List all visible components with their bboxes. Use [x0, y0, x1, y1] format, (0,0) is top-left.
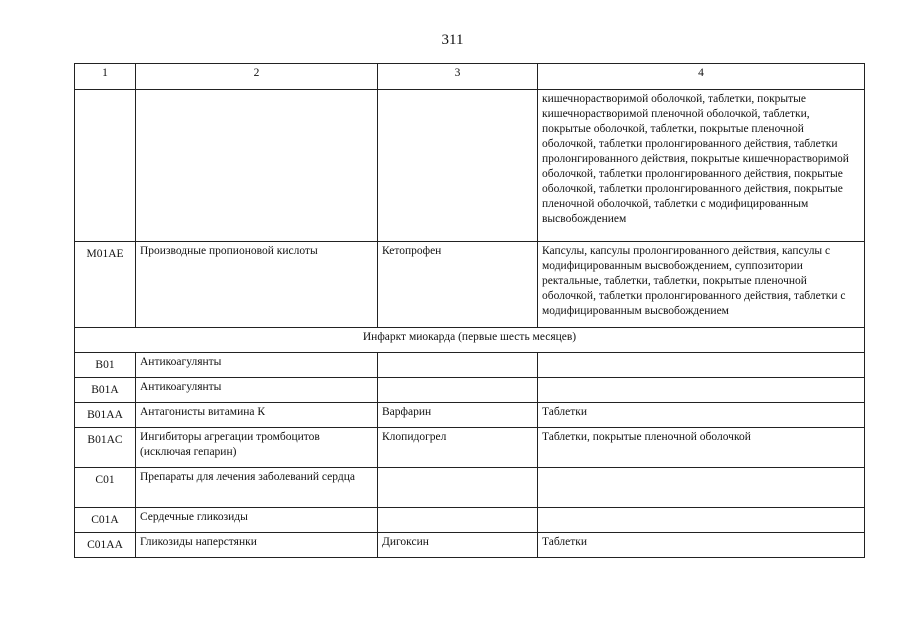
group-cell: Антикоагулянты [136, 378, 378, 403]
drug-cell [378, 508, 538, 533]
table-row [75, 353, 865, 378]
header-cell: 2 [136, 64, 378, 90]
forms-cell: Таблетки, покрытые пленочной оболочкой [538, 428, 865, 468]
group-cell: Сердечные гликозиды [136, 508, 378, 533]
table-row [75, 403, 865, 428]
group-cell: Ингибиторы агрегации тромбоцитов (исключая гепарин) [136, 428, 378, 468]
drug-cell: Кетопрофен [378, 242, 538, 328]
drug-cell: Варфарин [378, 403, 538, 428]
group-cell: Производные пропионовой кислоты [136, 242, 378, 328]
forms-cell [538, 508, 865, 533]
forms-cell: Таблетки [538, 533, 865, 558]
drug-cell: Клопидогрел [378, 428, 538, 468]
table-row [75, 508, 865, 533]
drug-cell [378, 378, 538, 403]
atc-code-cell: B01A [75, 378, 136, 403]
atc-code-cell: C01 [75, 468, 136, 508]
forms-cell: Капсулы, капсулы пролонгированного действия, капсулы с модифицированным высвобождением, суппозитории ректальные, таблетки, таблетки, покрытые пленочной оболочкой, таблетки пролонгированного действия, таблетки с модифицированным высвобождением [538, 242, 865, 328]
table-row [75, 378, 865, 403]
drug-table [74, 63, 865, 558]
atc-code-cell: B01AC [75, 428, 136, 468]
forms-cell: кишечнорастворимой оболочкой, таблетки, покрытые кишечнорастворимой пленочной оболочкой, таблетки, покрытые оболочкой, таблетки, покрытые пленочной оболочкой, таблетки пролонгированного действия, таблетки пролонгированного действия, покрытые кишечнорастворимой оболочкой, таблетки пролонгированного действия, покрытые оболочкой, таблетки пролонгированного действия, покрытые пленочной оболочкой, таблетки с модифицированным высвобождением [538, 90, 865, 242]
table-header-row [75, 64, 865, 90]
section-row [75, 328, 865, 353]
drug-cell: Дигоксин [378, 533, 538, 558]
forms-cell [538, 468, 865, 508]
header-cell: 4 [538, 64, 865, 90]
group-cell: Гликозиды наперстянки [136, 533, 378, 558]
header-cell: 3 [378, 64, 538, 90]
page-number: 311 [441, 32, 464, 48]
forms-cell: Таблетки [538, 403, 865, 428]
group-cell [136, 90, 378, 242]
forms-cell [538, 378, 865, 403]
section-title: Инфаркт миокарда (первые шесть месяцев) [75, 328, 865, 353]
drug-cell [378, 468, 538, 508]
drug-cell [378, 353, 538, 378]
table-row [75, 468, 865, 508]
atc-code-cell [75, 90, 136, 242]
atc-code-cell: M01AE [75, 242, 136, 328]
group-cell: Препараты для лечения заболеваний сердца [136, 468, 378, 508]
table-row [75, 242, 865, 328]
table-row [75, 533, 865, 558]
group-cell: Антикоагулянты [136, 353, 378, 378]
atc-code-cell: C01A [75, 508, 136, 533]
forms-cell [538, 353, 865, 378]
atc-code-cell: C01AA [75, 533, 136, 558]
drug-cell [378, 90, 538, 242]
atc-code-cell: B01AA [75, 403, 136, 428]
table-row [75, 428, 865, 468]
atc-code-cell: B01 [75, 353, 136, 378]
group-cell: Антагонисты витамина К [136, 403, 378, 428]
table-row [75, 90, 865, 242]
header-cell: 1 [75, 64, 136, 90]
